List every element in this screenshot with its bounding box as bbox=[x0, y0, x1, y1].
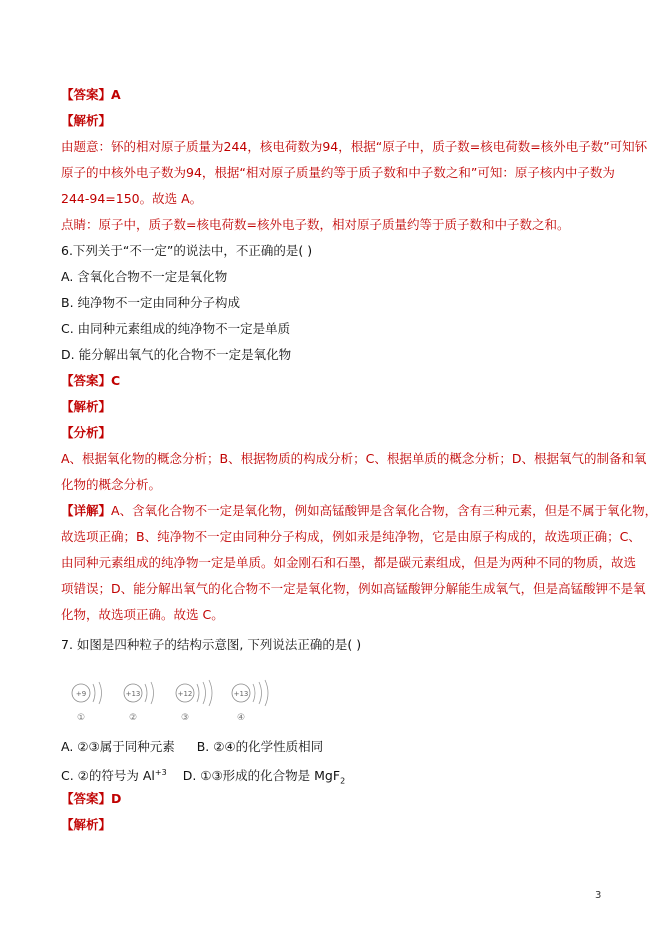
electron-shell bbox=[151, 682, 154, 704]
answer-value: C bbox=[111, 373, 121, 388]
nucleus-charge: +13 bbox=[233, 690, 249, 698]
electron-shell bbox=[253, 684, 255, 702]
question-6-stem: 6.下列关于“不一定”的说法中，不正确的是( ) bbox=[61, 243, 313, 258]
nucleus-charge: +13 bbox=[125, 690, 141, 698]
question-7-option-c bbox=[61, 768, 167, 783]
electron-shell bbox=[93, 684, 95, 702]
analysis-text-line: 由题意：钚的相对原子质量为244，核电荷数为94，根据“原子中，质子数=核电荷数=核外电子数”可知钚 bbox=[61, 139, 648, 154]
page-number: 3 bbox=[595, 890, 602, 901]
particle-2 bbox=[124, 682, 154, 723]
electron-shell bbox=[99, 682, 102, 704]
analysis-tag: 【解析】 bbox=[61, 113, 112, 128]
particle-3 bbox=[176, 680, 212, 723]
electron-shell bbox=[265, 680, 268, 706]
question-7-option-d bbox=[182, 768, 346, 786]
option-d-text: D. ①③形成的化合物是 MgF bbox=[182, 768, 341, 784]
particle-1 bbox=[72, 682, 102, 723]
electron-shell bbox=[145, 684, 147, 702]
particle-label: ② bbox=[128, 713, 138, 723]
xiangjie-text: A、含氧化合物不一定是氧化物，例如高锰酸钾是含氧化合物，含有三种元素，但是不属于氧化物， bbox=[111, 503, 658, 518]
particle-4 bbox=[232, 680, 268, 723]
answer-value: A bbox=[111, 87, 121, 102]
particle-structure-diagram bbox=[61, 673, 281, 725]
question-7-options-cd bbox=[61, 764, 345, 791]
question-7-option-a: A. ②③属于同种元素 bbox=[61, 739, 175, 754]
question-7-stem: 7. 如图是四种粒子的结构示意图, 下列说法正确的是( ) bbox=[61, 637, 362, 652]
answer-tag: 【答案】 bbox=[61, 87, 112, 102]
electron-shell bbox=[203, 682, 206, 704]
option-d-subscript: 2 bbox=[340, 776, 346, 786]
question-7-option-b: B. ②④的化学性质相同 bbox=[196, 739, 324, 754]
answer-line-1 bbox=[61, 86, 121, 104]
particle-label: ③ bbox=[180, 713, 190, 723]
answer-line-7 bbox=[61, 790, 121, 808]
nucleus-charge: +9 bbox=[75, 690, 87, 698]
answer-value: D bbox=[111, 791, 122, 806]
xiangjie-text-line: 化物，故选项正确。故选 C。 bbox=[61, 607, 224, 622]
question-7-options-ab bbox=[61, 738, 323, 756]
xiangjie-text-line: 故选项正确；B、纯净物不一定由同种分子构成，例如汞是纯净物，它是由原子构成的，故选项正确；C、 bbox=[61, 529, 641, 544]
particle-label: ④ bbox=[236, 713, 246, 723]
fenxi-tag: 【分析】 bbox=[61, 425, 112, 440]
electron-shell bbox=[197, 684, 199, 702]
electron-shell bbox=[209, 680, 212, 706]
key-point-line: 点睛：原子中，质子数=核电荷数=核外电子数，相对原子质量约等于质子数和中子数之和。 bbox=[61, 217, 570, 232]
analysis-tag: 【解析】 bbox=[61, 399, 112, 414]
question-6-option-d: D. 能分解出氧气的化合物不一定是氧化物 bbox=[61, 347, 292, 362]
fenxi-text-line: 化物的概念分析。 bbox=[61, 477, 162, 492]
analysis-text-line: 244-94=150。故选 A。 bbox=[61, 191, 203, 206]
question-6-option-c: C. 由同种元素组成的纯净物不一定是单质 bbox=[61, 321, 291, 336]
answer-tag: 【答案】 bbox=[61, 373, 112, 388]
xiangjie-text-line: 由同种元素组成的纯净物一定是单质。如金刚石和石墨，都是碳元素组成，但是为两种不同的物质，故选 bbox=[61, 555, 637, 570]
answer-line-6 bbox=[61, 372, 120, 390]
xiangjie-text-line: 项错误；D、能分解出氧气的化合物不一定是氧化物，例如高锰酸钾分解能生成氧气，但是高锰酸钾不是氧 bbox=[61, 581, 646, 596]
xiangjie-tag: 【详解】 bbox=[61, 503, 112, 518]
fenxi-text-line: A、根据氧化物的概念分析；B、根据物质的构成分析；C、根据单质的概念分析；D、根据氧气的制备和氧 bbox=[61, 451, 647, 466]
electron-shell bbox=[259, 682, 262, 704]
nucleus-charge: +12 bbox=[177, 690, 193, 698]
particle-label: ① bbox=[76, 713, 86, 723]
answer-tag: 【答案】 bbox=[61, 791, 112, 806]
xiangjie-line bbox=[61, 502, 657, 520]
analysis-tag: 【解析】 bbox=[61, 817, 112, 832]
question-6-option-a: A. 含氧化合物不一定是氧化物 bbox=[61, 269, 228, 284]
option-c-superscript: +3 bbox=[154, 768, 167, 777]
question-6-option-b: B. 纯净物不一定由同种分子构成 bbox=[61, 295, 241, 310]
option-c-text: C. ②的符号为 Al bbox=[61, 768, 155, 784]
analysis-text-line: 原子的中核外电子数为94，根据“相对原子质量约等于质子数和中子数之和”可知：原子核内中子数为 bbox=[61, 165, 615, 180]
